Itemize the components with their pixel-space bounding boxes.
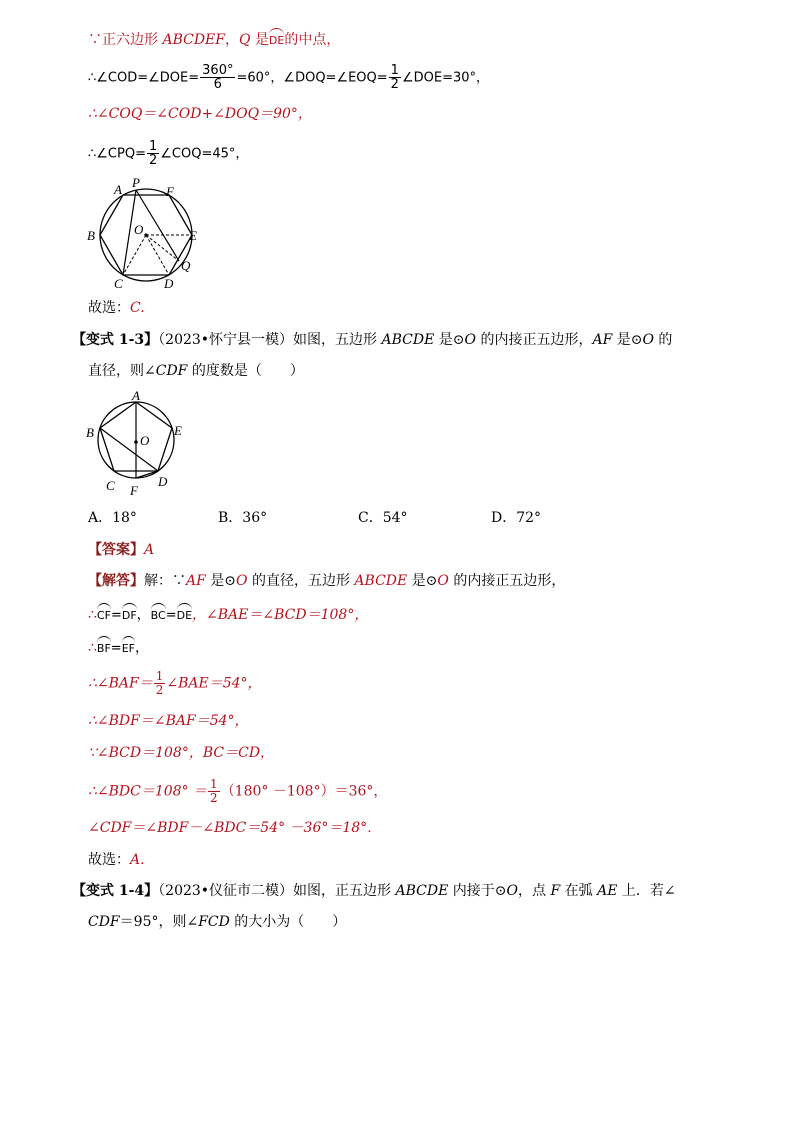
question-1-3-line-2: 直径，则∠CDF 的度数是（ ） — [88, 363, 304, 379]
label-c: C — [114, 276, 123, 291]
solution-row-2: ∴CF=DF，BC=DE，∠BAE＝∠BCD＝108°， — [88, 603, 368, 626]
question-tag: 【变式 1-4】 — [72, 883, 159, 899]
question-1-3-line-1: 【变式 1-3】（2023•怀宁县一模）如图，五边形 ABCDE 是⊙O 的内接正五边形，AF 是⊙O 的 — [72, 332, 673, 348]
label-p: P — [132, 178, 140, 190]
solution-row-6: ∵∠BCD＝108°，BC＝CD， — [88, 745, 275, 761]
question-1-4-line-1: 【变式 1-4】（2023•仪征市二模）如图，正五边形 ABCDE 内接于⊙O，点 F 在弧 AE 上．若∠ — [72, 883, 676, 899]
solution-line-4: ∴∠CPQ= $\frac{1}{2}$ ∠COQ=45°， — [88, 139, 249, 168]
fraction: $\frac{1}{2}$ — [390, 63, 399, 92]
solution-line-1: ∵正六边形 ABCDEF，Q 是DE的中点， — [88, 28, 340, 51]
center-point — [134, 440, 138, 444]
label-b: B — [86, 425, 94, 440]
label-b: B — [87, 228, 95, 243]
solution-row-4: ∴∠BAF＝ $\frac{1}{2}$ ∠BAE＝54°， — [88, 669, 262, 697]
label-o: O — [140, 433, 150, 448]
solution-row-8: ∠CDF＝∠BDF－∠BDC＝54° －36°＝18°． — [88, 820, 382, 836]
fraction: $\frac{1}{2}$ — [210, 777, 218, 805]
solution-line-2: ∴∠COD=∠DOE= $\frac{360^\circ}{6}$ =60°，∠DOQ=∠EOQ= $\frac{1}{2}$ ∠DOE=30°， — [88, 63, 489, 92]
label-c: C — [106, 478, 115, 493]
answer-tag: 【答案】 — [88, 542, 144, 558]
question-1-4-line-2: CDF＝95°，则∠FCD 的大小为（ ） — [88, 914, 347, 930]
solution-row-3: ∴BF=EF， — [88, 636, 149, 659]
because-symbol: ∵ — [88, 32, 102, 48]
solution-row-1: 【解答】解：∵AF 是⊙O 的直径，五边形 ABCDE 是⊙O 的内接正五边形， — [88, 573, 566, 589]
label-f: F — [130, 483, 138, 498]
pentagon-figure — [82, 390, 192, 500]
label-q: Q — [181, 258, 191, 273]
solution-row-5: ∴∠BDF＝∠BAF＝54°， — [88, 713, 249, 729]
fraction: $\frac{1}{2}$ — [155, 669, 164, 697]
label-f: F — [166, 184, 174, 199]
option-c: C．54° — [358, 510, 408, 526]
solution-row-7: ∴∠BDC＝108° ＝ $\frac{1}{2}$ （180° －108°）＝36°， — [88, 777, 388, 805]
arc-notation: DE — [269, 28, 284, 51]
fraction: $\frac{1}{2}$ — [148, 139, 158, 168]
label-d: D — [158, 474, 168, 489]
hexagon-figure — [82, 178, 212, 296]
segment-oq — [146, 235, 179, 261]
answer-line-1: 故选：C. — [88, 300, 145, 316]
label-e: E — [174, 423, 182, 438]
question-tag: 【变式 1-3】 — [72, 332, 159, 348]
segment-od — [146, 235, 169, 275]
label-a: A — [114, 182, 122, 197]
label-a: A — [132, 390, 140, 403]
fraction: $\frac{360^\circ}{6}$ — [202, 63, 234, 92]
solution-line-3: ∴∠COQ＝∠COD+∠DOQ＝90°， — [88, 106, 312, 122]
answer-value: A — [144, 542, 155, 558]
option-a: A．18° — [88, 510, 137, 526]
solution-tag: 【解答】 — [88, 573, 144, 589]
option-b: B．36° — [218, 510, 268, 526]
answer-line-2: 故选：A. — [88, 852, 145, 868]
answer-row — [88, 540, 154, 560]
option-d: D．72° — [491, 510, 542, 526]
label-d: D — [164, 276, 174, 291]
label-e: E — [189, 228, 197, 243]
label-o: O — [134, 222, 144, 237]
center-point — [144, 233, 147, 236]
